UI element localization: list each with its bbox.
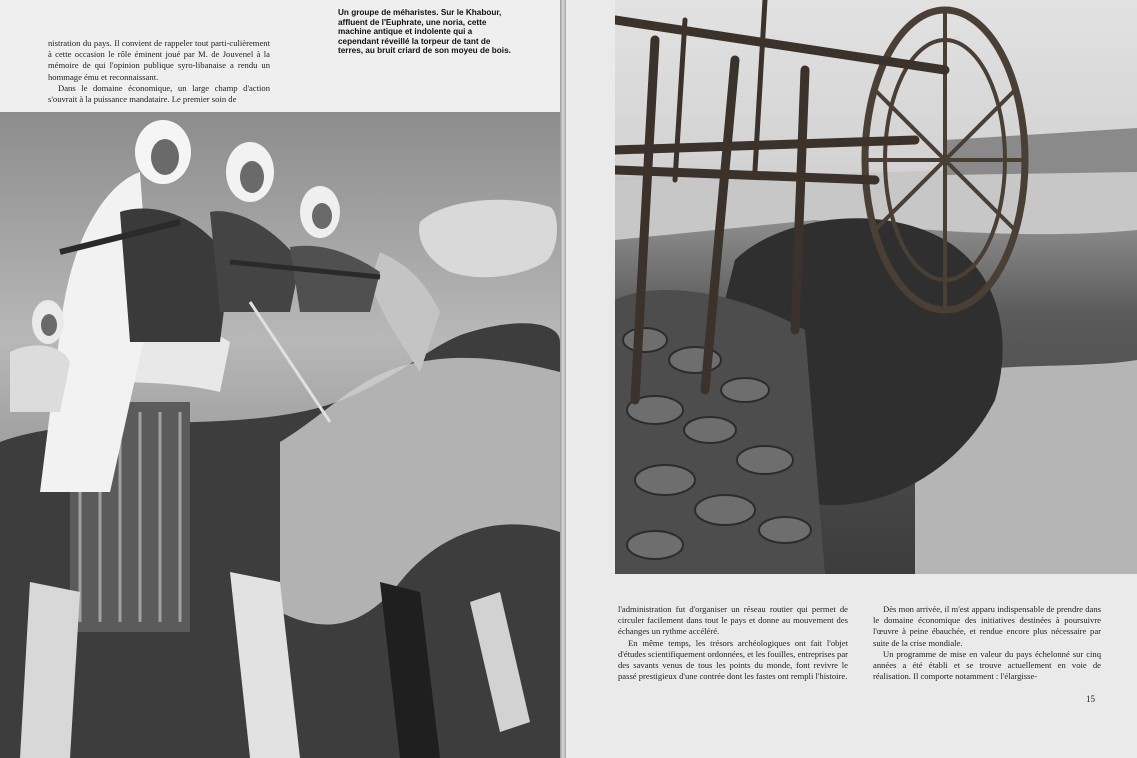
right-col1-paragraph-2: En même temps, les trésors archéologiques ont fait l'objet d'études scientifiquement ordonnées, et les fouilles, entreprises par des savants venus de tous les points du monde, font revivre le passé prestigieux d'une contrée dont les fastes ont rempli l'histoire. xyxy=(618,637,848,682)
caption-text: Un groupe de méharistes. Sur le Khabour, affluent de l'Euphrate, une noria, cette machine antique et indolente qui a cependant réveillé la torpeur de tant de terres, au bruit criard de son moyeu de bois. xyxy=(338,8,511,56)
left-page xyxy=(0,0,560,758)
water-wheel xyxy=(865,10,1025,310)
camel-riders-photo xyxy=(0,112,560,758)
right-col2-paragraph-2: Un programme de mise en valeur du pays échelonné sur cinq années a été établi et se trouve actuellement en voie de réalisation. Il comporte notamment : l'élargisse- xyxy=(873,648,1101,682)
noria-photo xyxy=(615,0,1137,574)
noria-illustration xyxy=(615,0,1137,574)
camel-riders-illustration xyxy=(0,112,560,758)
left-text-column xyxy=(48,38,270,105)
left-paragraph-2: Dans le domaine économique, un large champ d'action s'ouvrait à la puissance mandataire. Le premier soin de xyxy=(48,82,270,105)
photo-caption xyxy=(338,8,514,56)
right-col2-paragraph-1: Dès mon arrivée, il m'est apparu indispensable de prendre dans le domaine économique des initiatives destinées à poursuivre l'œuvre à peine ébauchée, et rendue encore plus nécessaire par suite de la crise mondiale. xyxy=(873,604,1101,648)
right-text-column-1 xyxy=(618,604,848,682)
page-number: 15 xyxy=(1086,694,1095,704)
right-page xyxy=(566,0,1137,758)
right-text-column-2 xyxy=(873,604,1101,682)
left-paragraph-1: nistration du pays. Il convient de rappeler tout parti-culièrement à cette occasion le rôle éminent joué par M. de Jouvenel à la mémoire de qui l'opinion publique syro-libanaise a rendu un hommage ému et reconnaissant. xyxy=(48,38,270,82)
right-col1-paragraph-1: l'administration fut d'organiser un réseau routier qui permet de circuler facilement dans tout le pays et donne au mouvement des échanges un rythme accéléré. xyxy=(618,604,848,637)
